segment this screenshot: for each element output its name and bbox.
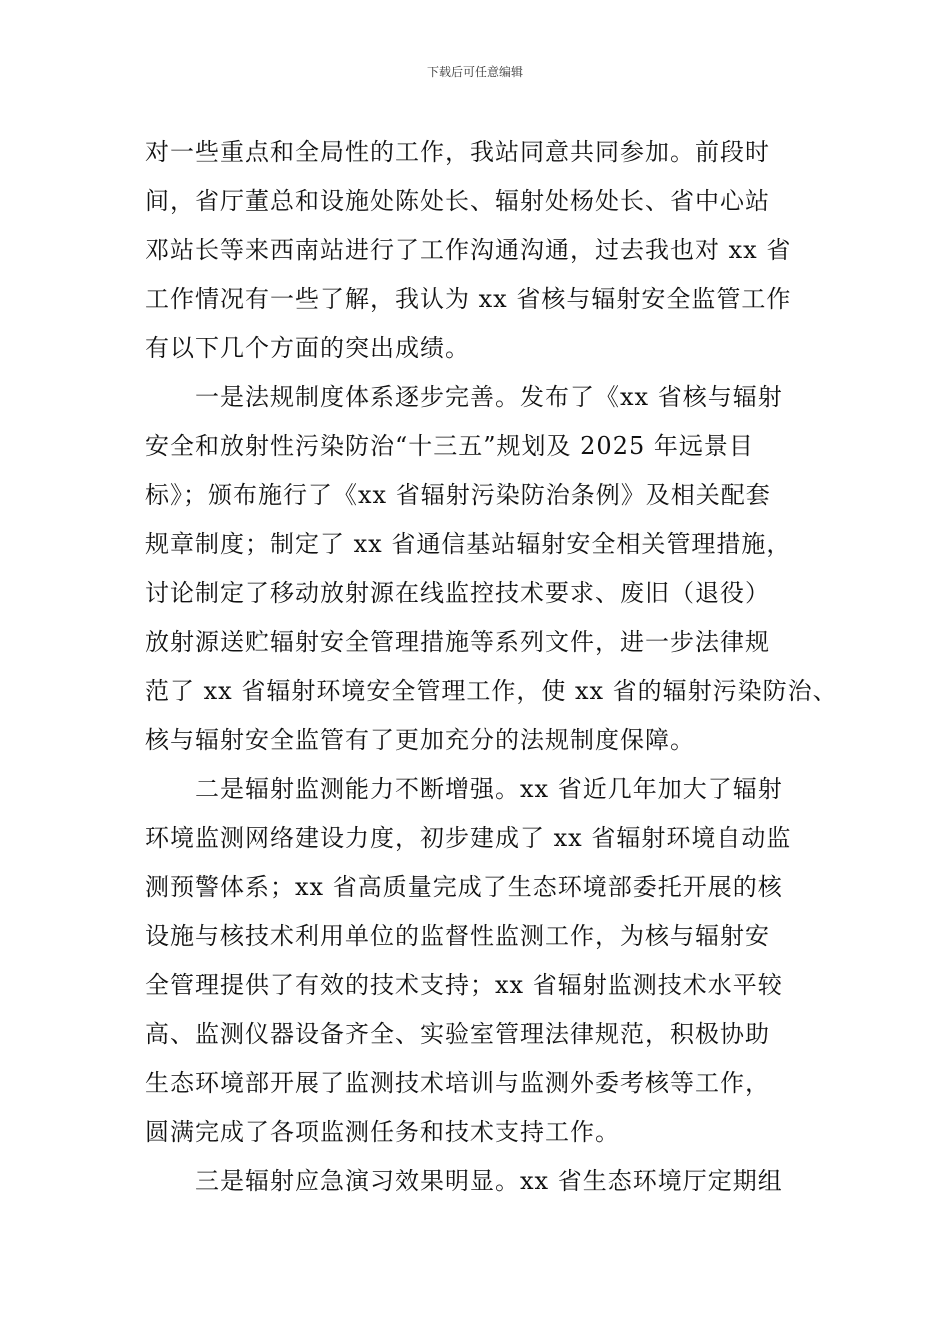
text-line: 有以下几个方面的突出成绩。 — [145, 334, 470, 362]
text-line: 环境监测网络建设力度，初步建成了 xx 省辐射环境自动监 — [145, 824, 792, 852]
text-line: 三是辐射应急演习效果明显。xx 省生态环境厅定期组 — [145, 1167, 783, 1195]
text-line: 间，省厅董总和设施处陈处长、辐射处杨处长、省中心站 — [145, 187, 770, 215]
text-line: 工作情况有一些了解，我认为 xx 省核与辐射安全监管工作 — [145, 285, 792, 313]
text-line: 对一些重点和全局性的工作，我站同意共同参加。前段时 — [145, 138, 770, 166]
text-line: 标》；颁布施行了《xx 省辐射污染防治条例》及相关配套 — [145, 481, 771, 509]
text-line: 邓站长等来西南站进行了工作沟通沟通，过去我也对 xx 省 — [145, 236, 792, 264]
text-line: 全管理提供了有效的技术支持；xx 省辐射监测技术水平较 — [145, 971, 783, 999]
text-line: 规章制度；制定了 xx 省通信基站辐射安全相关管理措施， — [145, 530, 792, 558]
text-line: 二是辐射监测能力不断增强。xx 省近几年加大了辐射 — [145, 775, 783, 803]
text-line: 圆满完成了各项监测任务和技术支持工作。 — [145, 1118, 620, 1146]
text-line: 一是法规制度体系逐步完善。发布了《xx 省核与辐射 — [145, 383, 783, 411]
text-line: 设施与核技术利用单位的监督性监测工作，为核与辐射安 — [145, 922, 770, 950]
text-line: 放射源送贮辐射安全管理措施等系列文件，进一步法律规 — [145, 628, 770, 656]
text-line: 安全和放射性污染防治“十三五”规划及 2025 年远景目 — [145, 432, 754, 460]
text-line: 测预警体系；xx 省高质量完成了生态环境部委托开展的核 — [145, 873, 783, 901]
text-line: 核与辐射安全监管有了更加充分的法规制度保障。 — [145, 726, 695, 754]
document-body — [145, 128, 838, 1206]
page-header: 下载后可任意编辑 — [426, 65, 523, 79]
text-line: 生态环境部开展了监测技术培训与监测外委考核等工作， — [145, 1069, 770, 1097]
text-line: 高、监测仪器设备齐全、实验室管理法律规范，积极协助 — [145, 1020, 770, 1048]
text-line: 讨论制定了移动放射源在线监控技术要求、废旧（退役） — [145, 579, 770, 607]
text-line: 范了 xx 省辐射环境安全管理工作，使 xx 省的辐射污染防治、 — [145, 677, 838, 705]
